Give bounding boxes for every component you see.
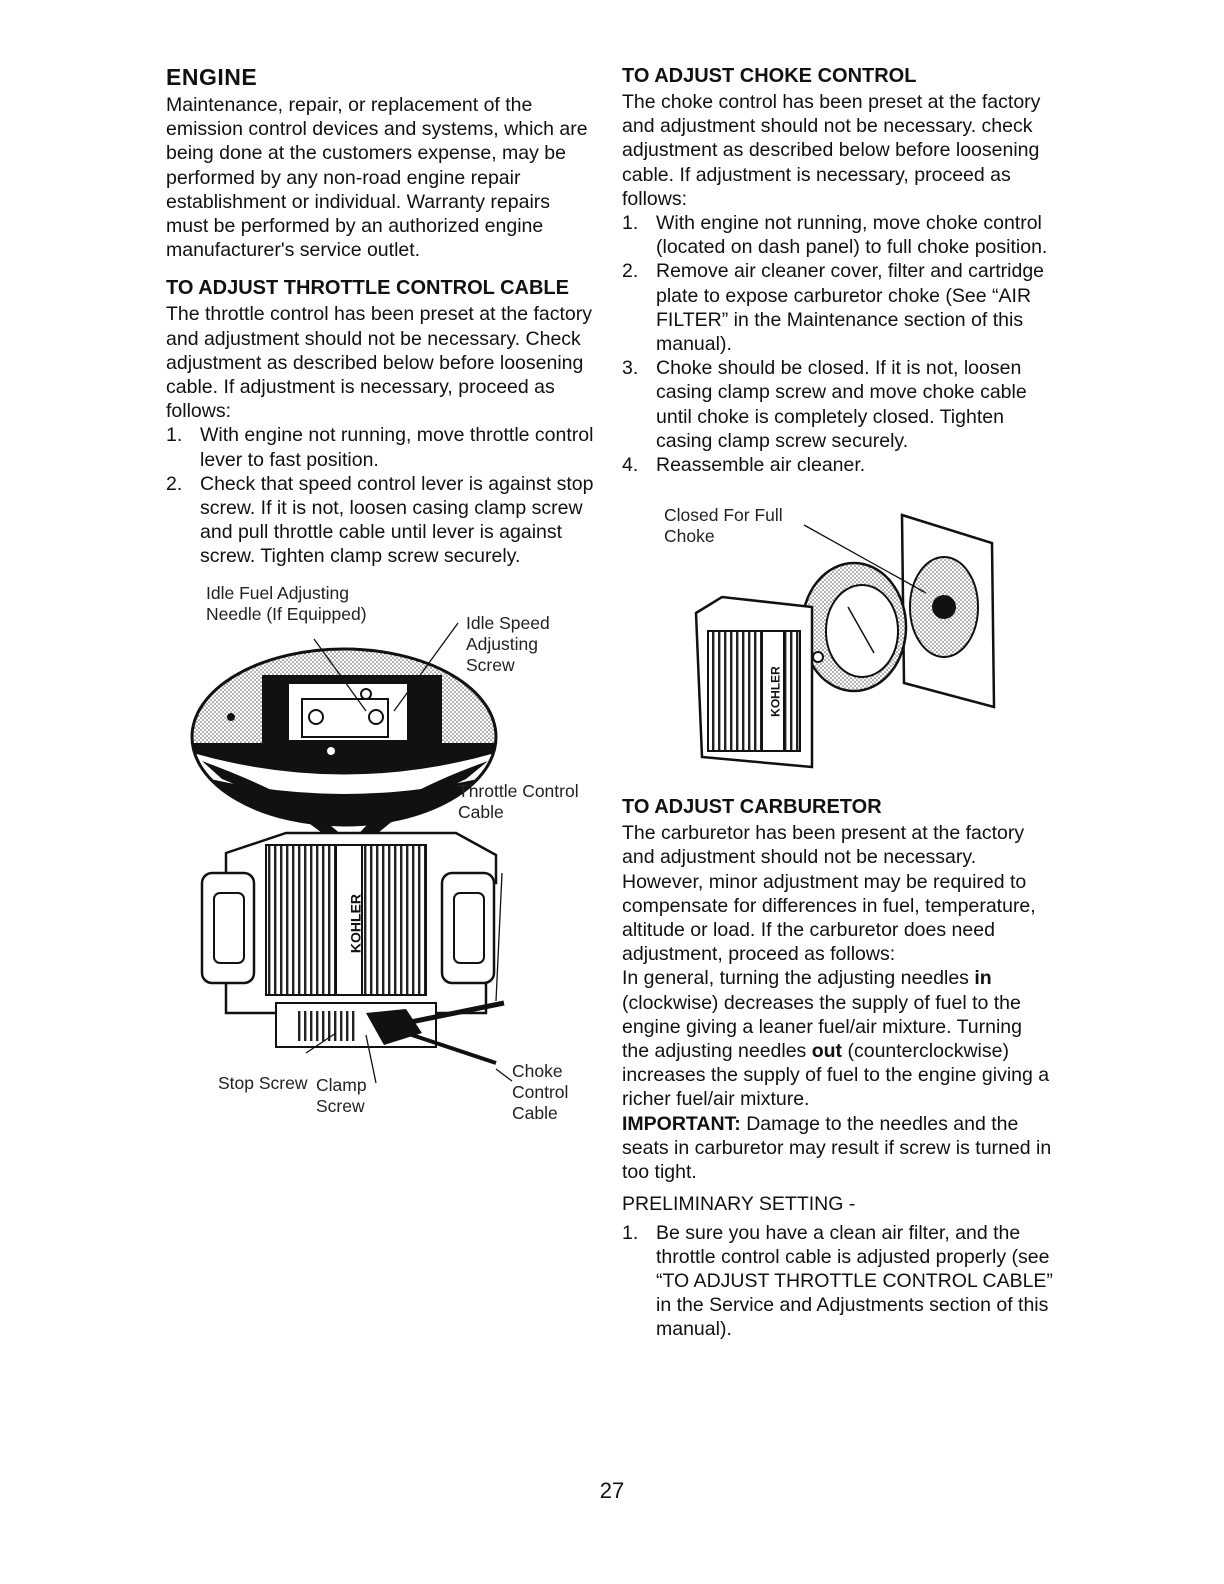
carburetor-heading: TO ADJUST CARBURETOR [622, 796, 882, 819]
carburetor-steps [622, 1221, 1054, 1342]
choke-figure [622, 497, 1054, 787]
carburetor-general: In general, turning the adjusting needles in (clockwise) decreases the supply of fuel to the engine giving a leaner fuel/air mixture. Turning the adjusting needles out (counterclockwise) increases the supply of fuel to the engine giving a richer fuel/air mixture. [622, 967, 1050, 1111]
list-item: 3. Choke should be closed. If it is not, loosen casing clamp screw and move choke cable until choke is completely closed. Tighten casing clamp screw securely. [622, 357, 1027, 452]
throttle-intro: The throttle control has been preset at the factory and adjustment should not be necessary. Check adjustment as described below before loosening cable. If adjustment is necessary, proceed as follows: [166, 303, 592, 423]
list-item: 1. With engine not running, move choke control (located on dash panel) to full choke position. [622, 212, 1048, 259]
list-item: 4. Reassemble air cleaner. [622, 454, 866, 477]
stop-screw-label: Stop Screw [218, 1072, 308, 1093]
choke-cable-label: Choke Control Cable [512, 1060, 569, 1123]
in-keyword: in [974, 967, 992, 990]
left-column [166, 64, 596, 1143]
clamp-screw-label: Clamp Screw [316, 1074, 367, 1116]
right-column [622, 64, 1054, 1342]
list-item: 1. Be sure you have a clean air filter, and the throttle control cable is adjusted properly (see “TO ADJUST THROTTLE CONTROL CABLE” in the Service and Adjustments section of this manual). [622, 1221, 1053, 1341]
page-number: 27 [599, 1478, 625, 1503]
carburetor-intro: The carburetor has been present at the factory and adjustment should not be necessary. However, minor adjustment may be required to compensate for differences in fuel, temperature, altitude or load. If the carburetor does need adjustment, proceed as follows: [622, 822, 1036, 966]
throttle-steps [166, 423, 596, 568]
throttle-cable-label: Throttle Control Cable [458, 780, 579, 822]
list-item: 1. With engine not running, move throttle control lever to fast position. [166, 424, 594, 471]
important-note: IMPORTANT: Damage to the needles and the seats in carburetor may result if screw is turned in too tight. [622, 1112, 1052, 1184]
brand-logo: KOHLER [768, 666, 783, 718]
preliminary-setting: PRELIMINARY SETTING - [622, 1193, 856, 1216]
engine-body: Maintenance, repair, or replacement of the emission control devices and systems, which are being done at the customers expense, may be performed by any non-road engine repair establishment or individual. Warranty repairs must be performed by an authorized engine manufacturer's service outlet. [166, 94, 588, 262]
closed-full-choke-label: Closed For Full Choke [664, 505, 783, 547]
list-item: 2. Remove air cleaner cover, filter and cartridge plate to expose carburetor choke (See “AIR FILTER” in the Maintenance section of this manual). [622, 260, 1045, 356]
throttle-figure [166, 583, 596, 1143]
choke-steps [622, 211, 1054, 477]
throttle-heading: TO ADJUST THROTTLE CONTROL CABLE [166, 277, 569, 300]
choke-intro: The choke control has been preset at the factory and adjustment should not be necessary. check adjustment as described below before loosening cable. If adjustment is necessary, proceed as follows: [622, 91, 1041, 210]
engine-heading: ENGINE [166, 64, 258, 90]
important-label: IMPORTANT: [622, 1112, 741, 1135]
brand-logo: KOHLER [347, 893, 364, 953]
idle-speed-label: Idle Speed Adjusting Screw [466, 612, 550, 675]
list-item: 2. Check that speed control lever is against stop screw. If it is not, loosen casing clamp screw and pull throttle cable until lever is against screw. Tighten clamp screw securely. [166, 472, 594, 568]
idle-fuel-label: Idle Fuel Adjusting Needle (If Equipped) [206, 582, 367, 624]
out-keyword: out [811, 1040, 843, 1063]
choke-heading: TO ADJUST CHOKE CONTROL [622, 65, 917, 87]
